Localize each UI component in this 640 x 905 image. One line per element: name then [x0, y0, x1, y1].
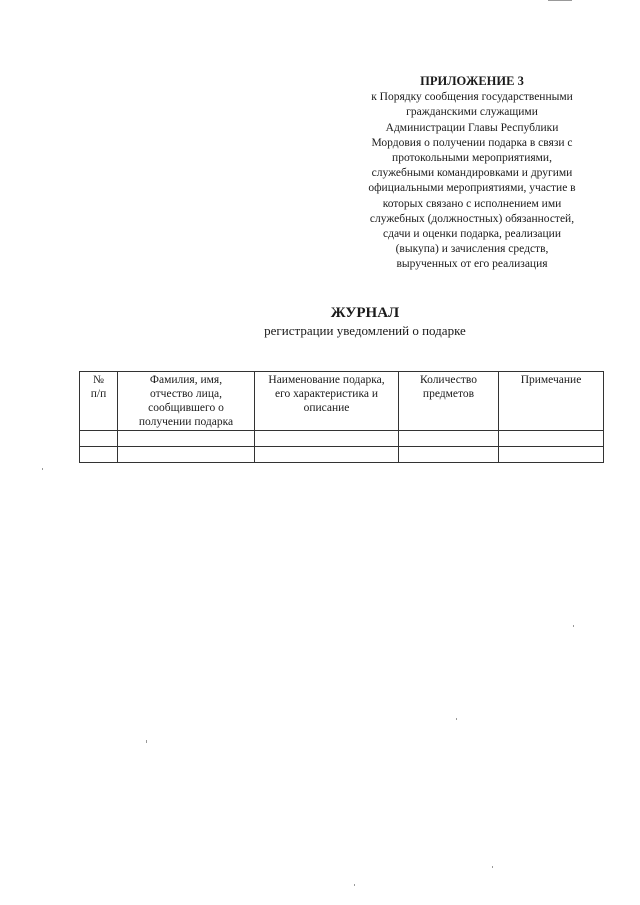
scan-speck — [146, 740, 147, 743]
scan-speck — [573, 625, 574, 627]
journal-table — [79, 371, 604, 463]
header-gift-name — [255, 372, 399, 431]
appendix-line: которых связано с исполнением ими — [382, 197, 562, 210]
header-full-name-line: получении подарка — [138, 416, 234, 428]
scan-speck — [492, 866, 493, 868]
header-number — [80, 372, 118, 431]
appendix-line: к Порядку сообщения государственными — [371, 91, 573, 104]
table-cell — [399, 447, 499, 463]
header-quantity-line: предметов — [422, 388, 475, 400]
appendix-line: гражданскими служащими — [406, 106, 538, 119]
appendix-line: служебными командировками и другими — [371, 167, 573, 180]
table-cell — [399, 431, 499, 447]
table-cell — [499, 447, 604, 463]
appendix-line: официальными мероприятиями, участие в — [368, 182, 576, 195]
header-quantity-line: Количество — [420, 374, 477, 386]
header-number-line: № — [93, 374, 104, 386]
table-row — [80, 431, 604, 447]
header-full-name — [118, 372, 255, 431]
table-header-row — [80, 372, 604, 431]
header-note-line: Примечание — [520, 374, 582, 386]
journal-subtitle: регистрации уведомлений о подарке — [264, 323, 466, 338]
table-cell — [118, 431, 255, 447]
table-cell — [255, 447, 399, 463]
appendix-line: протокольными мероприятиями, — [392, 152, 552, 165]
header-quantity — [399, 372, 499, 431]
appendix-line: сдачи и оценки подарка, реализации — [383, 228, 561, 241]
header-full-name-line: отчество лица, — [150, 388, 222, 400]
appendix-line: Администрации Главы Республики — [385, 121, 559, 134]
header-gift-name-line: описание — [303, 402, 350, 414]
scan-speck — [354, 884, 355, 886]
scan-speck — [42, 468, 43, 470]
table-cell — [255, 431, 399, 447]
appendix-block — [340, 74, 604, 273]
journal-title: ЖУРНАЛ — [330, 305, 400, 321]
header-number-line: п/п — [90, 388, 107, 400]
table-cell — [499, 431, 604, 447]
table-cell — [80, 447, 118, 463]
appendix-line: (выкупа) и зачисления средств, — [395, 243, 549, 256]
header-note — [499, 372, 604, 431]
appendix-line: служебных (должностных) обязанностей, — [369, 212, 575, 225]
appendix-line: Мордовия о получении подарка в связи с — [371, 136, 573, 149]
table-row — [80, 447, 604, 463]
header-full-name-line: Фамилия, имя, — [149, 374, 223, 386]
table-cell — [118, 447, 255, 463]
header-full-name-line: сообщившего о — [148, 402, 224, 414]
header-gift-name-line: Наименование подарка, — [268, 374, 385, 386]
scan-speck — [456, 718, 457, 720]
table-cell — [80, 431, 118, 447]
header-gift-name-line: его характеристика и — [274, 388, 379, 400]
appendix-line: вырученных от его реализация — [396, 258, 548, 271]
appendix-title: ПРИЛОЖЕНИЕ 3 — [420, 74, 524, 88]
scan-speck — [548, 0, 572, 1]
